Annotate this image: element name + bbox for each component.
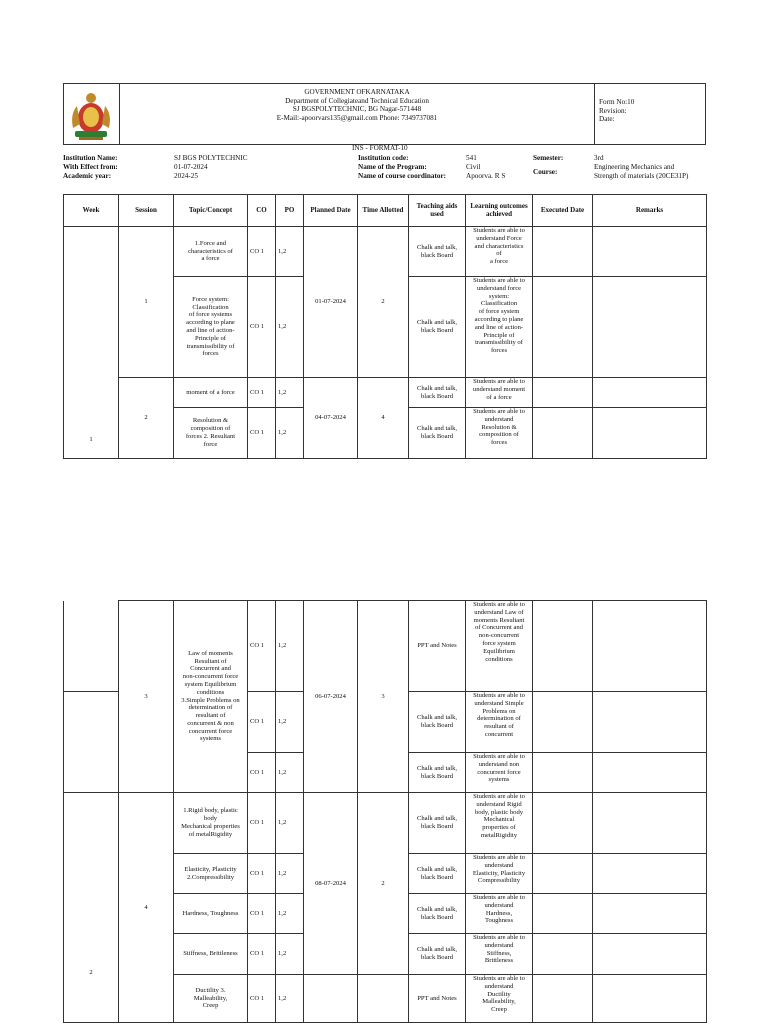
executed-date-cell xyxy=(533,854,593,894)
week-cell: 1 xyxy=(64,227,119,459)
semester: 3rd xyxy=(594,154,604,162)
inst-name-label: Institution Name: xyxy=(63,154,118,162)
col-topic: Topic/Concept xyxy=(174,195,248,227)
outcome-cell: Students are able to understand Resolution & composition of forces xyxy=(466,408,533,459)
po-cell: 1,2 xyxy=(276,854,304,894)
executed-date-cell xyxy=(533,408,593,459)
col-executed-date: Executed Date xyxy=(533,195,593,227)
po-cell: 1,2 xyxy=(276,934,304,975)
table-row xyxy=(64,601,707,692)
topic-cell: Elasticity, Plasticity 2.Compressibility xyxy=(174,854,248,894)
info-labels-left xyxy=(63,154,118,181)
course-name: Engineering Mechanics and Strength of materials (20CE31P) xyxy=(594,163,689,180)
remarks-cell xyxy=(593,692,707,753)
header-form-info xyxy=(595,84,705,144)
revision: Revision: xyxy=(599,106,627,115)
col-planned-date: Planned Date xyxy=(304,195,358,227)
col-session: Session xyxy=(119,195,174,227)
executed-date-cell xyxy=(533,975,593,1023)
outcome-cell: Students are able to understand Elasticity, Plasticity Compressibility xyxy=(466,854,533,894)
info-values-left xyxy=(174,154,248,181)
co-cell: CO 1 xyxy=(248,934,276,975)
header-center xyxy=(120,84,595,144)
table-row xyxy=(64,793,707,854)
session-cell: 1 xyxy=(119,227,174,378)
effect-label: With Effect from: xyxy=(63,163,118,171)
aid-cell: Chalk and talk, black Board xyxy=(409,378,466,408)
executed-date-cell xyxy=(533,227,593,277)
outcome-cell: Students are able to understand Law of moments Resultant of Concurrent and non-concurrent force system Equilibrium conditions xyxy=(466,601,533,692)
po-cell: 1,2 xyxy=(276,227,304,277)
outcome-cell: Students are able to understand non concurrent force systems xyxy=(466,753,533,793)
aid-cell: Chalk and talk, black Board xyxy=(409,408,466,459)
aid-cell: Chalk and talk, black Board xyxy=(409,934,466,975)
executed-date-cell xyxy=(533,753,593,793)
col-po: PO xyxy=(276,195,304,227)
inst-name: SJ BGS POLYTECHNIC xyxy=(174,154,248,162)
remarks-cell xyxy=(593,894,707,934)
lesson-plan-table-2 xyxy=(63,600,707,1023)
co-cell: CO 1 xyxy=(248,601,276,692)
po-cell: 1,2 xyxy=(276,601,304,692)
executed-date-cell xyxy=(533,378,593,408)
time-cell: 2 xyxy=(358,227,409,378)
code-label: Institution code: xyxy=(358,154,409,162)
executed-date-cell xyxy=(533,692,593,753)
outcome-cell: Students are able to understand Rigid body, plastic body Mechanical properties of metalRigidity xyxy=(466,793,533,854)
week-cell xyxy=(64,692,119,753)
planned-date-cell: 04-07-2024 xyxy=(304,378,358,459)
planned-date-cell xyxy=(304,975,358,1023)
col-outcomes: Learning outcomes achieved xyxy=(466,195,533,227)
effect-date: 01-07-2024 xyxy=(174,163,208,171)
col-time-allotted: Time Allotted xyxy=(358,195,409,227)
contact-line: E-Mail:-apoorvars135@gmail.com Phone: 7349737081 xyxy=(276,113,438,122)
info-labels-mid xyxy=(358,154,446,181)
topic-cell: Law of moments Resultant of Concurrent and non-concurrent force system Equilibrium conditions 3.Simple Problems on determination of resultant of concurrent & non concurrent force systems xyxy=(174,601,248,793)
aid-cell: Chalk and talk, black Board xyxy=(409,854,466,894)
topic-cell: Force system: Classification of force systems according to plane and line of action- Principle of transmissibility of forces xyxy=(174,277,248,378)
time-cell: 2 xyxy=(358,793,409,975)
week-cell: 2 xyxy=(64,793,119,1023)
co-cell: CO 1 xyxy=(248,753,276,793)
col-co: CO xyxy=(248,195,276,227)
executed-date-cell xyxy=(533,277,593,378)
co-cell: CO 1 xyxy=(248,975,276,1023)
topic-cell: Ductility 3. Malleability, Creep xyxy=(174,975,248,1023)
po-cell: 1,2 xyxy=(276,975,304,1023)
outcome-cell: Students are able to understand moment of a force xyxy=(466,378,533,408)
time-cell: 4 xyxy=(358,378,409,459)
info-labels-right xyxy=(533,154,563,177)
outcome-cell: Students are able to understand Ductility Malleability, Creep xyxy=(466,975,533,1023)
po-cell: 1,2 xyxy=(276,277,304,378)
aid-cell: Chalk and talk, black Board xyxy=(409,692,466,753)
header-row xyxy=(64,195,707,227)
emblem-logo xyxy=(64,84,120,144)
co-cell: CO 1 xyxy=(248,894,276,934)
sem-label: Semester: xyxy=(533,154,564,162)
po-cell: 1,2 xyxy=(276,753,304,793)
outcome-cell: Students are able to understand Stiffness, Brittleness xyxy=(466,934,533,975)
executed-date-cell xyxy=(533,793,593,854)
executed-date-cell xyxy=(533,601,593,692)
aid-cell: Chalk and talk, black Board xyxy=(409,793,466,854)
executed-date-cell xyxy=(533,894,593,934)
lesson-plan-table-1 xyxy=(63,194,707,459)
session-cell: 4 xyxy=(119,793,174,1023)
program-label: Name of the Program: xyxy=(358,163,427,171)
planned-date-cell: 08-07-2024 xyxy=(304,793,358,975)
session-cell: 2 xyxy=(119,378,174,459)
aid-cell: Chalk and talk, black Board xyxy=(409,894,466,934)
remarks-cell xyxy=(593,601,707,692)
week-cell xyxy=(64,753,119,793)
topic-cell: Hardness, Toughness xyxy=(174,894,248,934)
outcome-cell: Students are able to understand Simple Problems on determination of resultant of concurrent xyxy=(466,692,533,753)
executed-date-cell xyxy=(533,934,593,975)
topic-cell: moment of a force xyxy=(174,378,248,408)
program: Civil xyxy=(466,163,481,171)
topic-cell: 1.Rigid body, plastic body Mechanical properties of metalRigidity xyxy=(174,793,248,854)
aid-cell: PPT and Notes xyxy=(409,975,466,1023)
remarks-cell xyxy=(593,227,707,277)
academic-year: 2024-25 xyxy=(174,172,198,180)
remarks-cell xyxy=(593,753,707,793)
col-remarks: Remarks xyxy=(593,195,707,227)
college-name: SJ BGSPOLYTECHNIC, BG Nagar-571448 xyxy=(292,105,422,114)
topic-cell: Stiffness, Brittleness xyxy=(174,934,248,975)
remarks-cell xyxy=(593,975,707,1023)
co-cell: CO 1 xyxy=(248,378,276,408)
po-cell: 1,2 xyxy=(276,894,304,934)
form-no: Form No:10 xyxy=(599,98,635,106)
co-cell: CO 1 xyxy=(248,408,276,459)
outcome-cell: Students are able to understand Force and characteristics of a force xyxy=(466,227,533,277)
document-header xyxy=(63,83,706,145)
co-cell: CO 1 xyxy=(248,793,276,854)
topic-cell: 1.Force and characteristics of a force xyxy=(174,227,248,277)
inst-code: 541 xyxy=(466,154,477,162)
coordinator: Apoorva. R S xyxy=(466,172,506,180)
gov-title: GOVERNMENT OFKARNATAKA xyxy=(304,88,410,96)
planned-date-cell: 06-07-2024 xyxy=(304,601,358,793)
format-title: INS - FORMAT-10 xyxy=(352,144,408,152)
topic-cell: Resolution & composition of forces 2. Resultant force xyxy=(174,408,248,459)
remarks-cell xyxy=(593,854,707,894)
po-cell: 1,2 xyxy=(276,408,304,459)
remarks-cell xyxy=(593,378,707,408)
table-row xyxy=(64,227,707,277)
year-label: Academic year: xyxy=(63,172,112,180)
col-week: Week xyxy=(64,195,119,227)
po-cell: 1,2 xyxy=(276,692,304,753)
co-cell: CO 1 xyxy=(248,854,276,894)
aid-cell: Chalk and talk, black Board xyxy=(409,227,466,277)
coord-label: Name of course coordinator: xyxy=(358,172,447,180)
remarks-cell xyxy=(593,793,707,854)
co-cell: CO 1 xyxy=(248,277,276,378)
po-cell: 1,2 xyxy=(276,378,304,408)
remarks-cell xyxy=(593,277,707,378)
table-row xyxy=(64,378,707,408)
department: Department of Collegiateand Technical Education xyxy=(285,96,429,105)
outcome-cell: Students are able to understand force system: Classification of force system according to plane and line of action- Principle of transmissibility of forces xyxy=(466,277,533,378)
aid-cell: PPT and Notes xyxy=(409,601,466,692)
week-cell xyxy=(64,601,119,692)
form-date: Date: xyxy=(599,115,615,124)
session-cell: 3 xyxy=(119,601,174,793)
aid-cell: Chalk and talk, black Board xyxy=(409,277,466,378)
course-label: Course: xyxy=(533,168,558,176)
remarks-cell xyxy=(593,408,707,459)
info-values-mid xyxy=(466,154,505,181)
remarks-cell xyxy=(593,934,707,975)
col-teaching-aids: Teaching aids used xyxy=(409,195,466,227)
time-cell: 3 xyxy=(358,601,409,793)
co-cell: CO 1 xyxy=(248,692,276,753)
co-cell: CO 1 xyxy=(248,227,276,277)
time-cell xyxy=(358,975,409,1023)
aid-cell: Chalk and talk, black Board xyxy=(409,753,466,793)
planned-date-cell: 01-07-2024 xyxy=(304,227,358,378)
outcome-cell: Students are able to understand Hardness, Toughness xyxy=(466,894,533,934)
po-cell: 1,2 xyxy=(276,793,304,854)
info-values-right xyxy=(594,154,688,181)
